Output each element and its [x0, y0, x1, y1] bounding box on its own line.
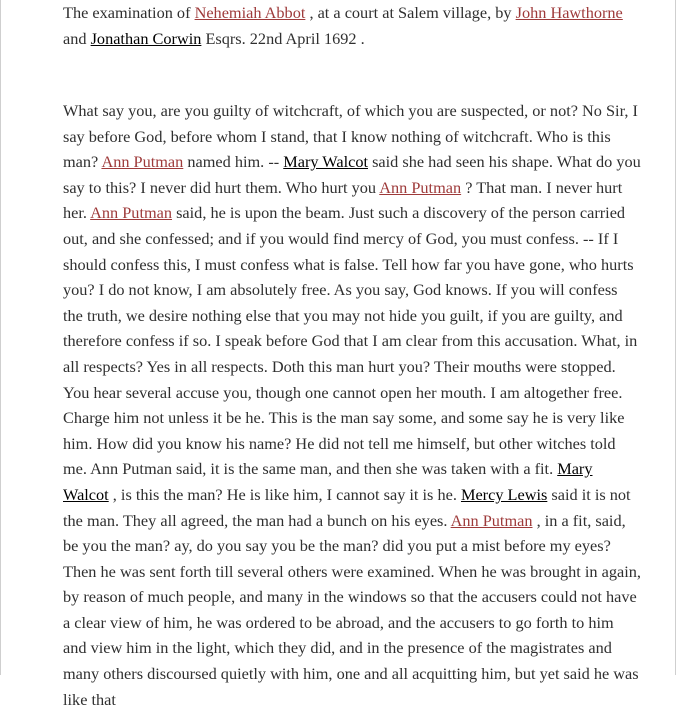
- transcript-text-4: ? That man. I never hurt her.: [63, 177, 623, 223]
- transcript-text-5: said, he is upon the beam. Just such a discovery of the person carried out, and she confessed; and if you would find mercy of God, you must confess. -- If I should confess this, I must confess what is false. Tell how far you have gone, who hurts you? I do not know, I am absolutely free. As you say, God knows. If you will confess the truth, we desire nothing else that you may not hide you guilt, if you are guilty, and therefore confess if so. I speak before God that I am clear from this accusation. What, in all respects? Yes in all respects. Doth this man hurt you? Their mouths were stopped. You hear several accuse you, though one cannot open her mouth. I am altogether free. Charge him not unless it be he. This is the man say some, and some say he is very like him. How did you know his name? He did not tell me himself, but other witches told me. Ann Putman said, it is the same man, and then she was taken with a fit.: [63, 203, 638, 479]
- link-mary-walcot-1[interactable]: Mary Walcot: [283, 152, 368, 172]
- link-ann-putman-3[interactable]: Ann Putman: [90, 203, 173, 223]
- document-body: [63, 0, 641, 712]
- link-ann-putman-1[interactable]: Ann Putman: [101, 152, 184, 172]
- transcript-text-8: , in a fit, said, be you the man? ay, do you say you be the man? did you put a mist before my eyes? Then he was sent forth till several others were examined. When he was brought in again, by reason of much people, and many in the windows so that the accusers could not have a clear view of him, he was ordered to be abroad, and the accusers to go forth to him and view him in the light, which they did, and in the presence of the magistrates and many others discoursed quietly with him, one and all acquitting him, but yet said he was like that: [63, 510, 641, 709]
- link-ann-putman-2[interactable]: Ann Putman: [379, 177, 462, 197]
- header-suffix: Esqrs. 22nd April 1692 .: [205, 28, 365, 48]
- transcript-text-7: said it is not the man. They all agreed, the man had a bunch on his eyes.: [63, 484, 631, 530]
- link-ann-putman-4[interactable]: Ann Putman: [450, 510, 533, 530]
- link-nehemiah-abbot[interactable]: Nehemiah Abbot: [194, 3, 306, 22]
- transcript-text-6: , is this the man? He is like him, I cannot say it is he.: [112, 484, 457, 504]
- header-prefix: The examination of: [63, 3, 191, 22]
- link-jonathan-corwin[interactable]: Jonathan Corwin: [90, 28, 202, 48]
- header-mid: , at a court at Salem village, by: [309, 3, 512, 22]
- link-mary-walcot-2[interactable]: Mary Walcot: [63, 459, 593, 504]
- link-mercy-lewis[interactable]: Mercy Lewis: [460, 484, 548, 504]
- examination-transcript: [63, 98, 641, 712]
- link-john-hawthorne[interactable]: John Hawthorne: [515, 3, 623, 22]
- transcript-text-2: named him. --: [187, 152, 280, 172]
- document-header: [63, 0, 641, 51]
- transcript-text-1: What say you, are you guilty of witchcraft, of which you are suspected, or not? No Sir, I say before God, before whom I stand, that I know nothing of witchcraft. Who is this man?: [63, 101, 638, 172]
- header-and: and: [63, 28, 87, 48]
- transcript-text-3: said she had seen his shape. What do you say to this? I never did hurt them. Who hurt you: [63, 152, 641, 197]
